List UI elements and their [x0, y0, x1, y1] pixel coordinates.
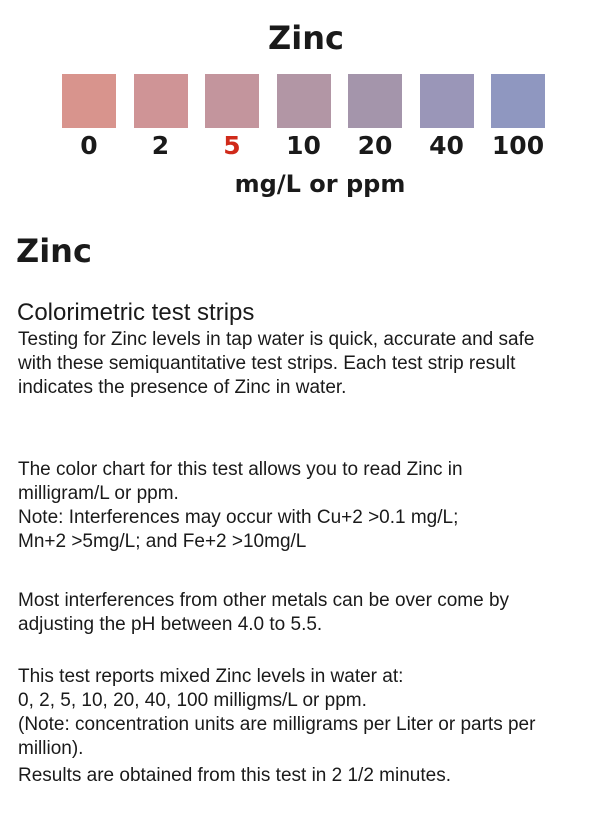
color-swatch: [62, 74, 116, 128]
concentration-value: 100: [491, 131, 545, 160]
chart-title: Zinc: [268, 19, 344, 57]
paragraph-line: Results are obtained from this test in 2 1/2 minutes.: [18, 765, 451, 786]
paragraph-results-time: [18, 764, 608, 788]
unit-label: mg/L or ppm: [234, 170, 406, 198]
color-swatch: [205, 74, 259, 128]
color-swatch: [134, 74, 188, 128]
paragraph-line: (Note: concentration units are milligrams per Liter or parts per: [18, 714, 536, 735]
paragraph-line: with these semiquantitative test strips. Each test strip result: [18, 353, 516, 374]
paragraph-line: indicates the presence of Zinc in water.: [18, 377, 347, 398]
concentration-value-row: [62, 131, 562, 161]
paragraph-line: Most interferences from other metals can be over come by: [18, 590, 510, 611]
paragraph-line: Testing for Zinc levels in tap water is quick, accurate and safe: [18, 329, 535, 350]
color-swatch: [491, 74, 545, 128]
paragraph-levels: [18, 665, 608, 761]
concentration-value: 40: [429, 131, 464, 160]
paragraph-line: million).: [18, 738, 84, 759]
concentration-value: 5: [223, 131, 241, 160]
paragraph-intro: [18, 328, 608, 400]
color-swatch: [277, 74, 331, 128]
paragraph-line: The color chart for this test allows you to read Zinc in: [18, 459, 463, 480]
concentration-value: 10: [286, 131, 321, 160]
concentration-value: 2: [151, 131, 170, 160]
paragraph-interferences: [18, 589, 608, 637]
subheading: Colorimetric test strips: [17, 299, 255, 326]
paragraph-color-chart: [18, 458, 608, 554]
paragraph-line: Note: Interferences may occur with Cu+2 >0.1 mg/L;: [18, 507, 459, 528]
color-swatch: [348, 74, 402, 128]
paragraph-line: adjusting the pH between 4.0 to 5.5.: [18, 614, 323, 635]
color-swatch: [420, 74, 474, 128]
paragraph-line: 0, 2, 5, 10, 20, 40, 100 milligms/L or ppm.: [18, 690, 367, 711]
paragraph-line: Mn+2 >5mg/L; and Fe+2 >10mg/L: [18, 531, 307, 552]
concentration-value: 20: [357, 131, 393, 160]
concentration-value: 0: [80, 131, 98, 160]
color-swatch-row: [62, 74, 562, 128]
page-heading: Zinc: [16, 232, 92, 270]
paragraph-line: This test reports mixed Zinc levels in water at:: [18, 666, 404, 687]
paragraph-line: milligram/L or ppm.: [18, 483, 179, 504]
